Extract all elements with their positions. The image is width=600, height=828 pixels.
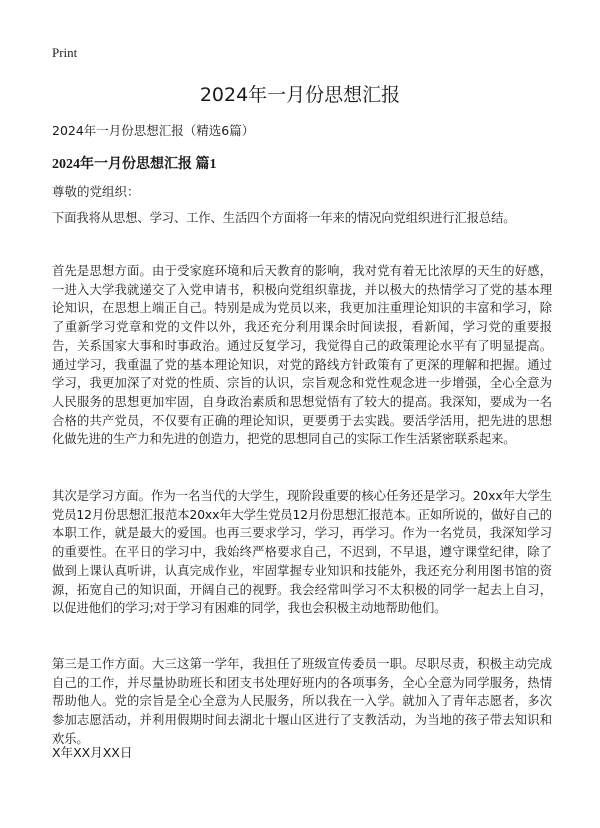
print-link[interactable]: Print xyxy=(52,45,78,60)
document-subtitle: 2024年一月份思想汇报（精选6篇） xyxy=(52,123,255,138)
paragraph-study: 其次是学习方面。作为一名当代的大学生，现阶段重要的核心任务还是学习。20xx年大学生党员12月份思想汇报范本20xx年大学生党员12月份思想汇报范本。正如所说的，做好自己的本职工作，就是最大的爱国。也再三要求学习，学习，再学习。作为一名党员，我深知学习的重要性。在平日的学习中，我始终严格要求自己，不迟到，不早退，遵守课堂纪律，除了做到上课认真听讲，认真完成作业，牢固掌握专业知识和技能外，我还充分利用图书馆的资源，拓宽自己的知识面，开阔自己的视野。我会经常叫学习不太积极的同学一起去上自习，以促进他们的学习;对于学习有困难的同学，我也会积极主动地帮助他们。 xyxy=(52,489,552,616)
page-title: 2024年一月份思想汇报 xyxy=(199,84,401,106)
paragraph-ideology: 首先是思想方面。由于受家庭环境和后天教育的影响，我对党有着无比浓厚的天生的好感，一进入大学我就递交了入党申请书，积极向党组织靠拢，并以极大的热情学习了党的基本理论知识，在思想上端正自己。特别是成为党员以来，我更加注重理论知识的丰富和学习，除了重新学习党章和党的文件以外，我还充分利用课余时间读报，看新闻，学习党的重要报告，关系国家大事和时事政治。通过反复学习，我觉得自己的政策理论水平有了明显提高。通过学习，我重温了党的基本理论知识，对党的路线方针政策有了更深的理解和把握。通过学习，我更加深了对党的性质、宗旨的认识，宗旨观念和党性观念进一步增强，全心全意为人民服务的思想更加牢固，自身政治素质和思想觉悟有了较大的提高。我深知，要成为一名合格的共产党员，不仅要有正确的理论知识，更要勇于去实践。要活学活用，把先进的思想化做先进的生产力和先进的创造力，把党的思想同自己的实际工作生活紧密联系起来。 xyxy=(52,264,552,447)
paragraph-work: 第三是工作方面。大三这第一学年，我担任了班级宣传委员一职。尽职尽责，积极主动完成自己的工作，并尽量协助班长和团支书处理好班内的各项事务，全心全意为同学服务，热情帮助他人。党的宗旨是全心全意为人民服务，所以我在一入学。就加入了青年志愿者，多次参加志愿活动，并利用假期时间去湖北十堰山区进行了支教活动，为当地的孩子带去知识和欢乐。 xyxy=(52,657,552,746)
paragraph-intro: 下面我将从思想、学习、工作、生活四个方面将一年来的情况向党组织进行汇报总结。 xyxy=(52,211,516,225)
section-heading: 2024年一月份思想汇报 篇1 xyxy=(52,157,217,172)
signature-date: X年XX月XX日 xyxy=(52,745,133,760)
salutation: 尊敬的党组织： xyxy=(52,184,140,199)
